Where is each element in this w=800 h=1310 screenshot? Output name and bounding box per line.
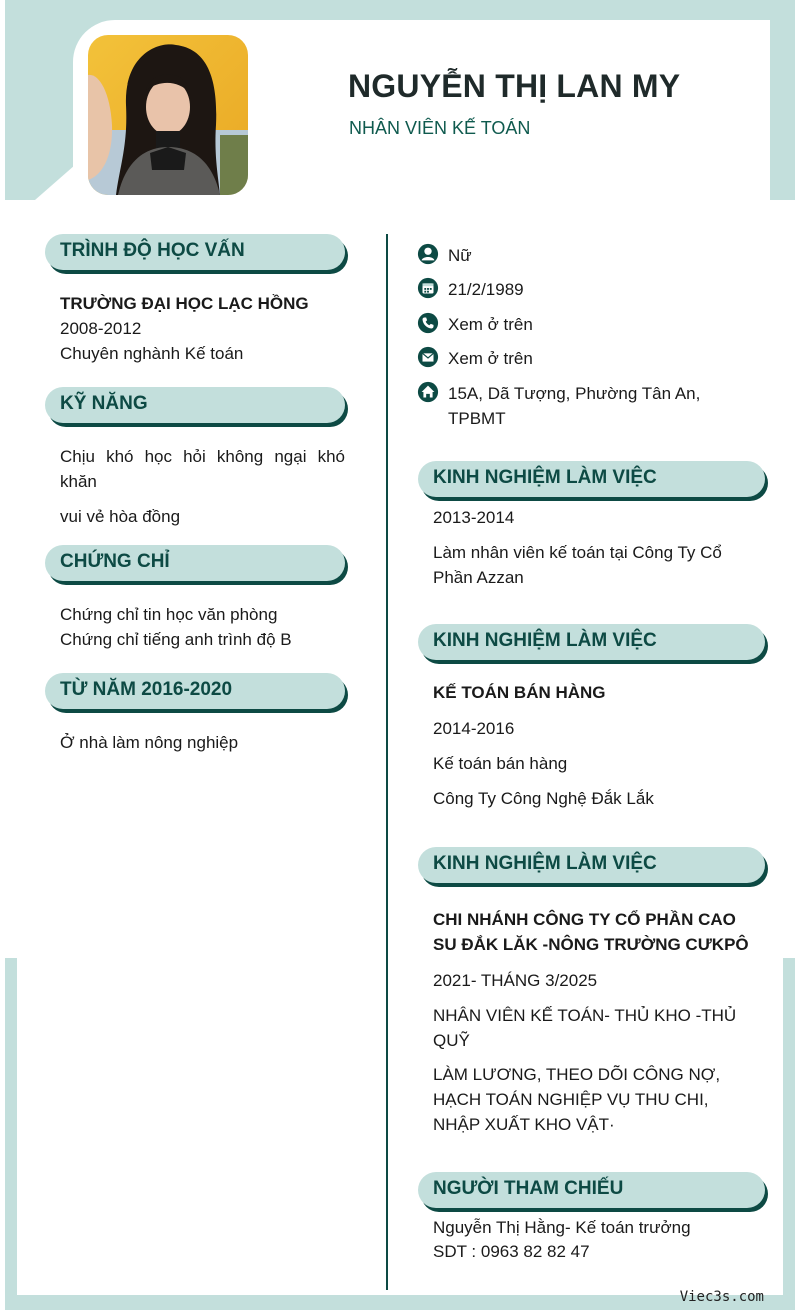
certificates-title: CHỨNG CHỈ [60, 551, 170, 572]
avatar [88, 35, 248, 195]
experience-employer: Công Ty Công Nghệ Đắk Lắk [433, 789, 654, 808]
skills-title: KỸ NĂNG [60, 393, 148, 414]
experience-section-header [418, 624, 765, 660]
certificate-item: Chứng chỉ tin học văn phòng [60, 605, 278, 624]
education-school: TRƯỜNG ĐẠI HỌC LẠC HỒNG [60, 294, 309, 313]
experience-title: KINH NGHIỆM LÀM VIỆC [433, 467, 657, 488]
skill-item: Chịu khó học hỏi không ngại khó khăn [60, 447, 345, 491]
certificate-item: Chứng chỉ tiếng anh trình độ B [60, 630, 292, 649]
education-period: 2008-2012 [60, 319, 142, 338]
experience-title: KINH NGHIỆM LÀM VIỆC [433, 853, 657, 874]
education-title: TRÌNH ĐỘ HỌC VẤN [60, 240, 245, 261]
experience-section-header [418, 847, 765, 883]
reference-person: Nguyễn Thị Hằng- Kế toán trưởng [433, 1218, 691, 1237]
watermark: Viec3s.com [679, 1289, 764, 1305]
contact-phone: Xem ở trên [448, 315, 533, 334]
period-section-header [45, 673, 345, 709]
experience-company: KẾ TOÁN BÁN HÀNG [433, 683, 606, 702]
education-major: Chuyên nghành Kế toán [60, 344, 244, 363]
experience-section-header [418, 461, 765, 497]
calendar-icon [417, 277, 439, 299]
experience-title: KINH NGHIỆM LÀM VIỆC [433, 630, 657, 651]
job-title: NHÂN VIÊN KẾ TOÁN [349, 118, 531, 138]
contact-gender: Nữ [448, 246, 472, 265]
candidate-name: NGUYỄN THỊ LAN MY [348, 68, 681, 104]
experience-position: Kế toán bán hàng [433, 754, 568, 773]
mail-icon [417, 346, 439, 368]
experience-duties: LÀM LƯƠNG, THEO DÕI CÔNG NỢ, HẠCH TOÁN NGHIỆP VỤ THU CHI, NHẬP XUẤT KHO VẬT· [433, 1065, 721, 1134]
certificates-section-header [45, 545, 345, 581]
skill-item: vui vẻ hòa đồng [60, 507, 181, 526]
experience-description: Làm nhân viên kế toán tại Công Ty Cổ Phần Azzan [433, 543, 722, 587]
contact-email: Xem ở trên [448, 349, 533, 368]
period-text: Ở nhà làm nông nghiệp [60, 733, 239, 752]
experience-position: NHÂN VIÊN KẾ TOÁN- THỦ KHO -THỦ QUỸ [433, 1006, 737, 1050]
reference-section-header [418, 1172, 765, 1208]
period-title: TỪ NĂM 2016-2020 [60, 679, 233, 700]
header-tail-decoration [35, 165, 75, 200]
skills-section-header [45, 387, 345, 423]
phone-icon [417, 312, 439, 334]
experience-period: 2013-2014 [433, 508, 515, 527]
avatar-photo [88, 35, 248, 195]
column-divider [386, 234, 388, 1290]
experience-period: 2014-2016 [433, 719, 515, 738]
home-icon [417, 381, 439, 403]
contact-address: 15A, Dã Tượng, Phường Tân An, TPBMT [448, 384, 701, 428]
reference-title: NGƯỜI THAM CHIẾU [433, 1178, 624, 1199]
experience-period: 2021- THÁNG 3/2025 [433, 971, 598, 990]
user-icon [417, 243, 439, 265]
experience-company: CHI NHÁNH CÔNG TY CỔ PHẦN CAO SU ĐẮK LĂK -NÔNG TRƯỜNG CƯKPÔ [433, 910, 749, 954]
education-section-header [45, 234, 345, 270]
reference-phone: SDT : 0963 82 82 47 [433, 1242, 590, 1261]
contact-birthday: 21/2/1989 [448, 280, 524, 299]
